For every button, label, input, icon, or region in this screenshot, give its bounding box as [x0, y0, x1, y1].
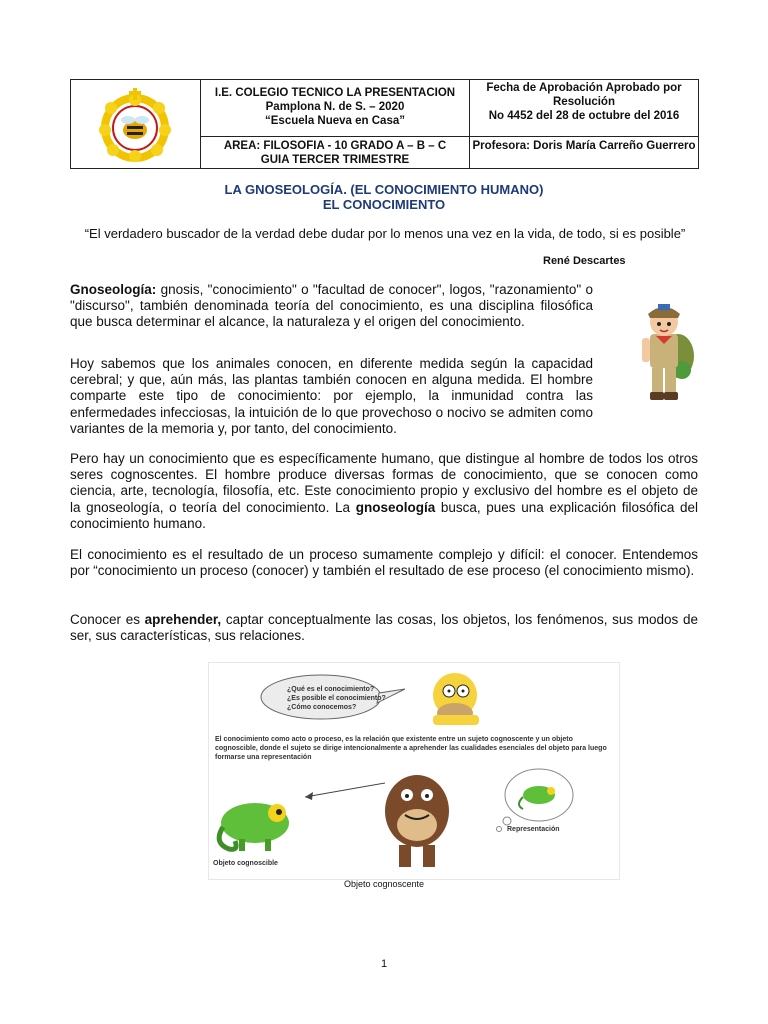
program-name: “Escuela Nueva en Casa”: [265, 115, 405, 127]
doc-subtitle: EL CONOCIMIENTO: [322, 197, 446, 212]
teacher-name: Profesora: Doris María Carreño Guerrero: [472, 140, 696, 152]
bubble-question-3: ¿Cómo conocemos?: [287, 704, 357, 711]
term-aprehender: aprehender,: [144, 612, 222, 627]
doc-title: LA GNOSEOLOGÍA. (EL CONOCIMIENTO HUMANO): [224, 182, 544, 197]
school-name: I.E. COLEGIO TECNICO LA PRESENTACION: [214, 87, 456, 99]
bubble-question-1: ¿Qué es el conocimiento?: [287, 686, 375, 693]
paragraph-process: El conocimiento es el resultado de un proceso sumamente complejo y difícil: el conocer. Entendemos por “conocimiento un proceso (conocer) y también el resultado de ese proceso (el conocimiento mismo).: [70, 547, 698, 579]
guide-label: GUIA TERCER TRIMESTRE: [260, 154, 410, 166]
school-city: Pamplona N. de S. – 2020: [265, 101, 405, 113]
approval-label: Fecha de Aprobación Aprobado por Resolución: [486, 82, 682, 108]
label-representation: Representación: [507, 826, 560, 833]
paragraph-aprehender: Conocer es aprehender, captar conceptualmente las cosas, los objetos, los fenómenos, sus modos de ser, sus características, sus relaciones.: [70, 612, 698, 644]
paragraph-gnoseologia: Gnoseología: gnosis, "conocimiento" o "facultad de conocer", logos, "razonamiento" o "discurso", también denominada teoría del conocimiento, es una disciplina filosófica que busca determinar el alcance, la naturaleza y el origen del conocimiento.: [70, 282, 593, 330]
knowledge-figure: [208, 662, 620, 880]
quote-text: “El verdadero buscador de la verdad debe dudar por lo menos una vez en la vida, de todo, si es posible”: [84, 226, 686, 241]
figure-drawing: [209, 663, 619, 879]
quote-author: René Descartes: [543, 255, 626, 267]
term-gnoseologia-inline: gnoseología: [355, 499, 436, 515]
approval-number: No 4452 del 28 de octubre del 2016: [488, 110, 680, 122]
area-label: AREA: FILOSOFIA - 10 GRADO A – B – C: [223, 140, 447, 152]
bubble-question-2: ¿Es posible el conocimiento?: [287, 695, 386, 702]
header-table: [70, 79, 699, 169]
scout-illustration: [628, 298, 702, 410]
paragraph-human-knowledge: Pero hay un conocimiento que es específicamente humano, que distingue al hombre de todos los otros seres cognoscentes. El hombre produce diversas formas de conocimiento, que se conocen como ciencia, arte, tecnología, filosofía, etc. Este conocimiento propio y exclusivo del hombre es el objeto de la gnoseología, o teoría del conocimiento. La gnoseología busca, pues una explicación filosófica del conocimiento humano.: [70, 451, 698, 531]
term-gnoseologia: Gnoseología:: [70, 282, 157, 297]
paragraph-animals: Hoy sabemos que los animales conocen, en diferente medida según la capacidad cerebral; y que, aún más, las plantas también conocen en alguna medida. El hombre comparte este tipo de conocimiento: por ejemplo, la inmunidad contra las enfermedades infecciosas, la intuición de lo que provechoso o nocivo se admiten como variantes de la memoria y, por tanto, del conocimiento.: [70, 356, 593, 436]
school-logo: [81, 88, 189, 162]
figure-definition: El conocimiento como acto o proceso, es la relación que existente entre un sujeto cognoscente y un objeto cognoscible, donde el sujeto se dirige intencionalmente a aprehender las cualidades esenciales del objeto para luego formarse una representación: [215, 736, 607, 761]
figure-caption: Objeto cognoscente: [343, 879, 425, 889]
label-object: Objeto cognoscible: [213, 860, 278, 867]
page-number: 1: [380, 958, 388, 970]
